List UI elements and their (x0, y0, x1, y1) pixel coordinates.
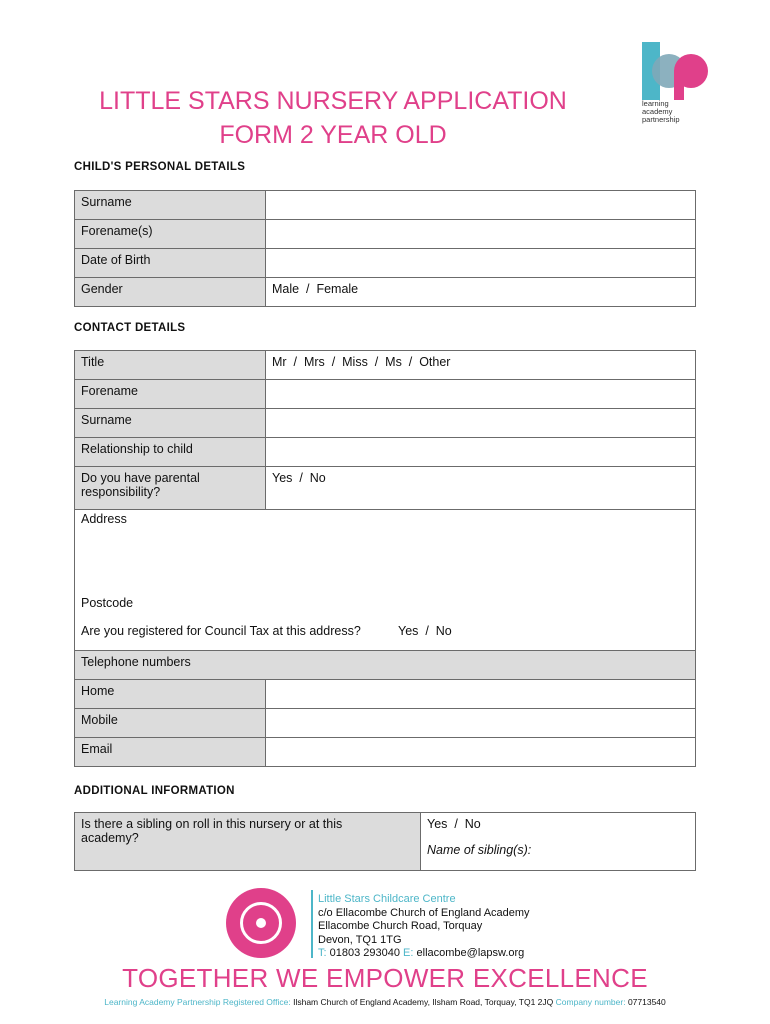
title-options[interactable]: Mr / Mrs / Miss / Ms / Other (266, 351, 696, 380)
motto: TOGETHER WE EMPOWER EXCELLENCE (122, 963, 648, 993)
sibling-options[interactable]: Yes / No (427, 817, 481, 831)
parental-label-line-1: Do you have parental (81, 471, 200, 485)
little-stars-badge-icon (226, 888, 296, 958)
contact-details-heading: CONTACT DETAILS (74, 322, 186, 334)
email-label-footer: E: (403, 947, 414, 959)
parental-label (75, 467, 266, 510)
child-details-table (74, 190, 696, 307)
logo-text-3: partnership (642, 115, 680, 124)
mobile-label: Mobile (75, 709, 266, 738)
email-label: Email (75, 738, 266, 767)
mobile-phone-field[interactable] (266, 709, 696, 738)
forenames-label: Forename(s) (75, 220, 266, 249)
email-address[interactable]: ellacombe@lapsw.org (416, 947, 525, 959)
lap-logo (640, 40, 716, 130)
sibling-question (75, 813, 421, 871)
title-line-1: LITTLE STARS NURSERY APPLICATION (99, 87, 567, 115)
logo-text-2: academy (642, 107, 673, 116)
child-details-heading: CHILD'S PERSONAL DETAILS (74, 161, 246, 173)
council-tax-question: Are you registered for Council Tax at this address? (81, 624, 361, 638)
company-number: 07713540 (627, 997, 666, 1007)
registered-office (0, 997, 770, 1007)
tel-number: 01803 293040 (329, 947, 400, 959)
centre-name: Little Stars Childcare Centre (318, 893, 456, 905)
footer-addr-1: c/o Ellacombe Church of England Academy (318, 906, 530, 919)
dob-label: Date of Birth (75, 249, 266, 278)
gender-options[interactable]: Male / Female (266, 278, 696, 307)
council-tax-options[interactable]: Yes / No (398, 624, 452, 638)
email-field[interactable] (266, 738, 696, 767)
parental-options[interactable]: Yes / No (266, 467, 696, 510)
footer-contact (318, 947, 530, 961)
home-phone-field[interactable] (266, 680, 696, 709)
parental-label-line-2: responsibility? (81, 485, 161, 499)
child-dob-field[interactable] (266, 249, 696, 278)
title-line-2: FORM 2 YEAR OLD (219, 121, 447, 149)
address-block[interactable] (75, 510, 696, 651)
contact-forename-field[interactable] (266, 380, 696, 409)
telephone-heading: Telephone numbers (75, 651, 696, 680)
tel-label: T: (318, 947, 327, 959)
title-label: Title (75, 351, 266, 380)
child-surname-field[interactable] (266, 191, 696, 220)
contact-details-table (74, 350, 696, 767)
reg-label: Learning Academy Partnership Registered Office: (104, 997, 291, 1007)
reg-address: Ilsham Church of England Academy, Ilsham Road, Torquay, TQ1 2JQ (293, 997, 554, 1007)
footer-addr-2: Ellacombe Church Road, Torquay (318, 920, 483, 932)
child-forenames-field[interactable] (266, 220, 696, 249)
sibling-question-line-1: Is there a sibling on roll in this nursery or at this (81, 817, 343, 831)
footer-addr-3: Devon, TQ1 1TG (318, 933, 402, 946)
sibling-names-label: Name of sibling(s): (427, 843, 532, 857)
contact-surname-field[interactable] (266, 409, 696, 438)
company-label: Company number: (555, 997, 626, 1007)
contact-surname-label: Surname (75, 409, 266, 438)
forename-label: Forename (75, 380, 266, 409)
home-label: Home (75, 680, 266, 709)
gender-label: Gender (75, 278, 266, 307)
additional-info-table (74, 812, 696, 871)
additional-info-heading: ADDITIONAL INFORMATION (74, 785, 235, 797)
sibling-question-line-2: academy? (81, 831, 139, 845)
relationship-field[interactable] (266, 438, 696, 467)
postcode-label: Postcode (81, 596, 134, 610)
address-label: Address (81, 512, 127, 526)
surname-label: Surname (75, 191, 266, 220)
logo-text-1: learning (642, 99, 669, 108)
sibling-answer[interactable] (421, 813, 696, 871)
relationship-label: Relationship to child (75, 438, 266, 467)
form-title (0, 84, 666, 152)
footer-divider (311, 890, 313, 958)
footer-address (318, 893, 530, 961)
